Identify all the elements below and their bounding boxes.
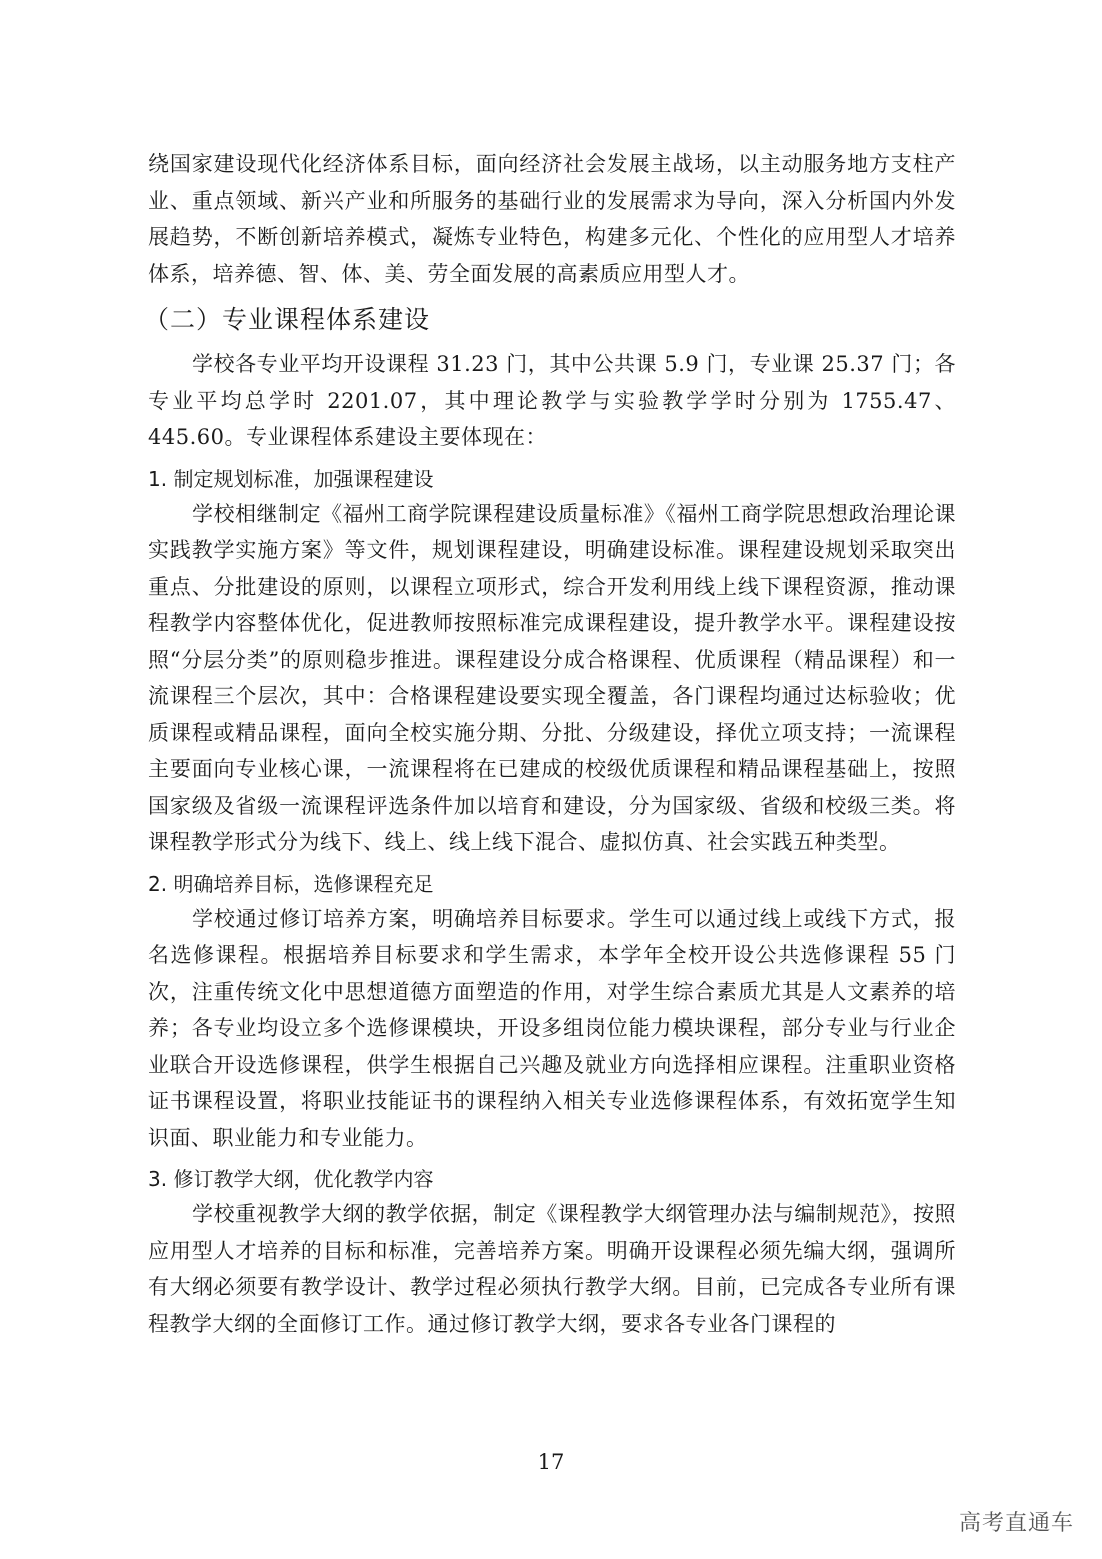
subsection-heading-2: 2. 明确培养目标，选修课程充足 xyxy=(148,871,434,896)
subsection-body-3: 学校重视教学大纲的教学依据，制定《课程教学大纲管理办法与编制规范》，按照应用型人才培养的目标和标准，完善培养方案。明确开设课程必须先编大纲，强调所有大纲必须要有教学设计、教学过程必须执行教学大纲。目前，已完成各专业所有课程教学大纲的全面修订工作。通过修订教学大纲，要求各专业各门课程的 xyxy=(148,1202,956,1336)
paragraph-continued: 绕国家建设现代化经济体系目标，面向经济社会发展主战场，以主动服务地方支柱产业、重点领域、新兴产业和所服务的基础行业的发展需求为导向，深入分析国内外发展趋势，不断创新培养模式，凝炼专业特色，构建多元化、个性化的应用型人才培养体系，培养德、智、体、美、劳全面发展的高素质应用型人才。 xyxy=(148,152,956,286)
section-intro-paragraph: 学校各专业平均开设课程 31.23 门，其中公共课 5.9 门，专业课 25.37 门；各专业平均总学时 2201.07，其中理论教学与实验教学学时分别为 1755.47、445.60。专业课程体系建设主要体现在： xyxy=(148,352,956,449)
subsection-body-2: 学校通过修订培养方案，明确培养目标要求。学生可以通过线上或线下方式，报名选修课程。根据培养目标要求和学生需求，本学年全校开设公共选修课程 55 门次，注重传统文化中思想道德方面塑造的作用，对学生综合素质尤其是人文素养的培养；各专业均设立多个选修课模块，开设多组岗位能力模块课程，部分专业与行业企业联合开设选修课程，供学生根据自己兴趣及就业方向选择相应课程。注重职业资格证书课程设置，将职业技能证书的课程纳入相关专业选修课程体系，有效拓宽学生知识面、职业能力和专业能力。 xyxy=(148,906,956,1150)
subsection-body-1: 学校相继制定《福州工商学院课程建设质量标准》《福州工商学院思想政治理论课实践教学实施方案》等文件，规划课程建设，明确建设标准。课程建设规划采取突出重点、分批建设的原则，以课程立项形式，综合开发利用线上线下课程资源，推动课程教学内容整体优化，促进教师按照标准完成课程建设，提升教学水平。课程建设按照“分层分类”的原则稳步推进。课程建设分成合格课程、优质课程（精品课程）和一流课程三个层次，其中：合格课程建设要实现全覆盖，各门课程均通过达标验收；优质课程或精品课程，面向全校实施分期、分批、分级建设，择优立项支持；一流课程主要面向专业核心课，一流课程将在已建成的校级优质课程和精品课程基础上，按照国家级及省级一流课程评选条件加以培育和建设，分为国家级、省级和校级三类。将课程教学形式分为线下、线上、线上线下混合、虚拟仿真、社会实践五种类型。 xyxy=(148,501,956,854)
page-content xyxy=(144,146,956,1342)
subsection-heading-1: 1. 制定规划标准，加强课程建设 xyxy=(148,466,434,491)
subsection-heading-3: 3. 修订教学大纲，优化教学内容 xyxy=(148,1167,434,1191)
section-heading: （二）专业课程体系建设 xyxy=(144,305,431,334)
page-number: 17 xyxy=(537,1450,565,1474)
watermark-text: 高考直通车 xyxy=(958,1511,1074,1536)
